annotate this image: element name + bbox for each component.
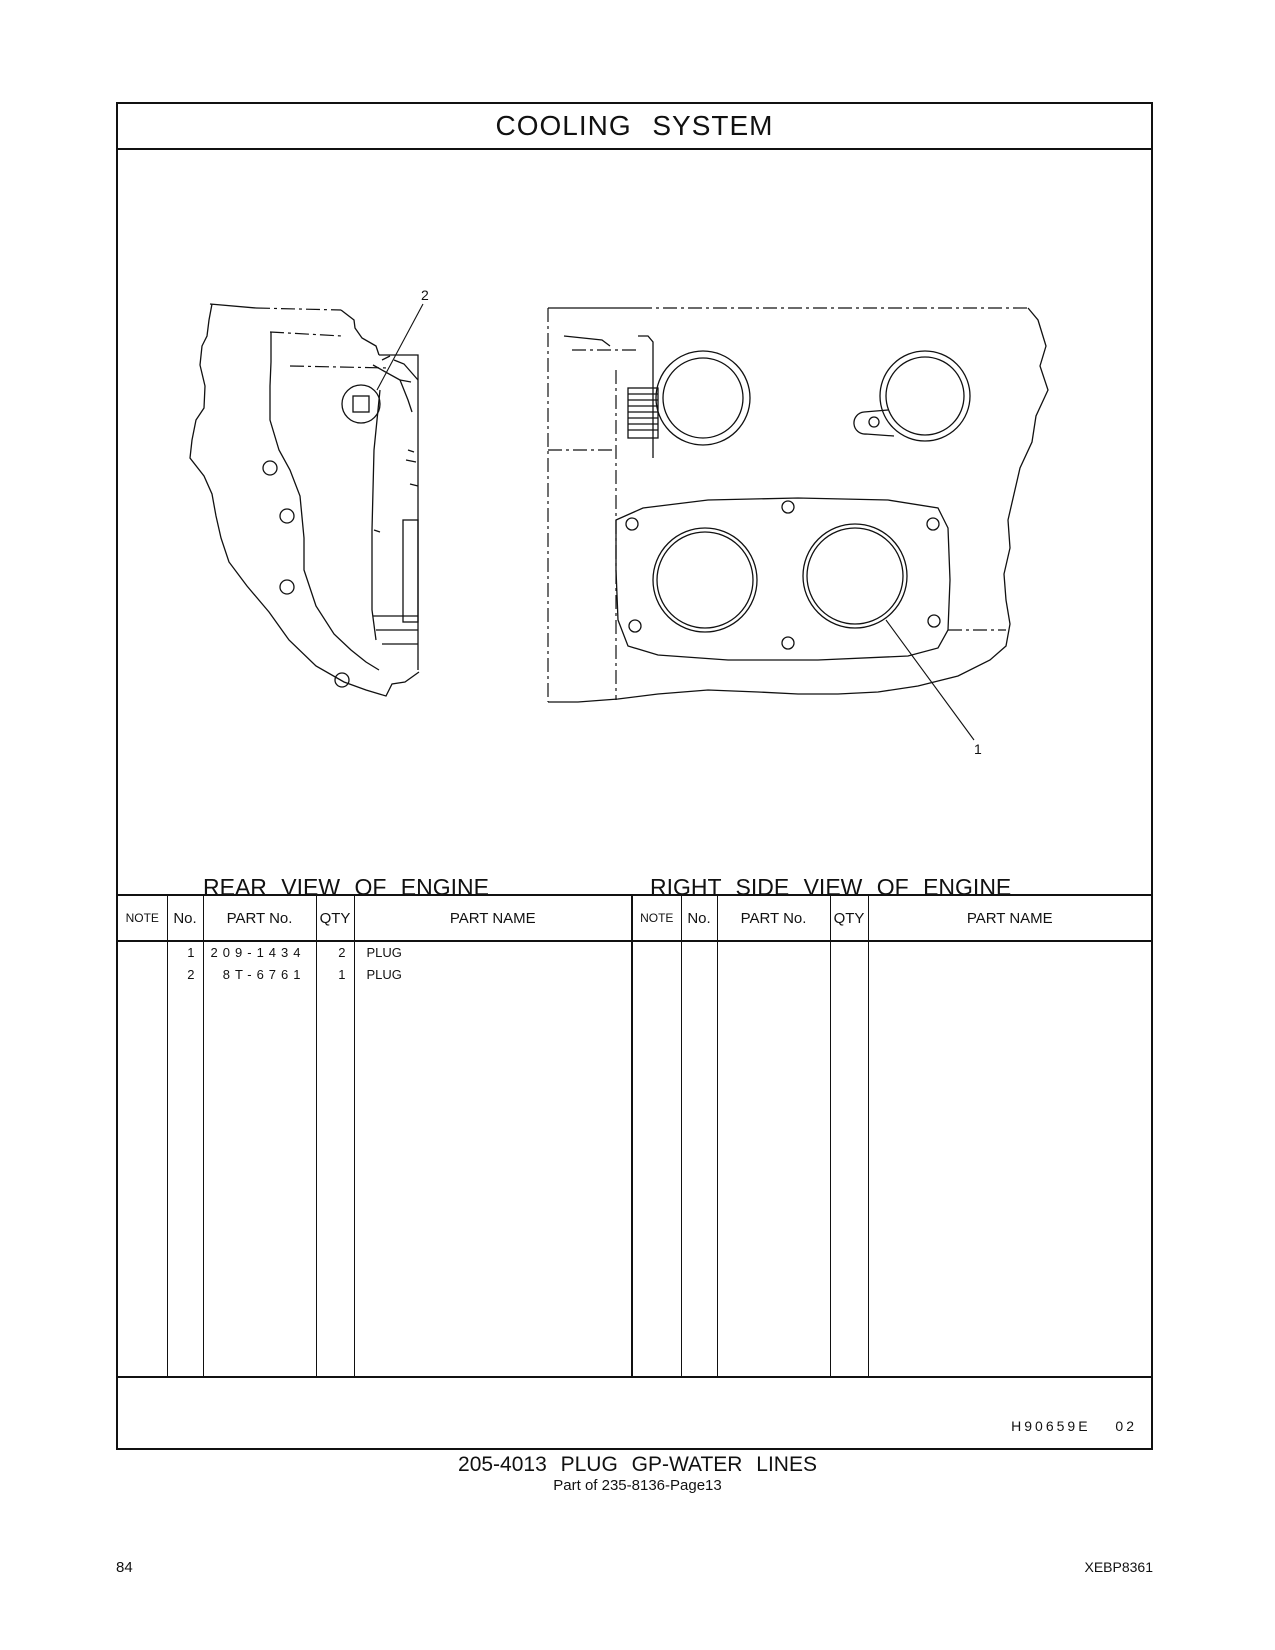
rear-view-drawing (190, 287, 429, 696)
col-part-name-right: PART NAME (868, 895, 1151, 941)
part-name-cell (354, 941, 632, 1377)
rear-view-label: REAR VIEW OF ENGINE (203, 874, 489, 900)
quantity: 2 (338, 945, 346, 960)
col-note-right: NOTE (632, 895, 681, 941)
part-number: 209-1434 (210, 945, 306, 960)
col-part-no: PART No. (203, 895, 316, 941)
callout-2: 2 (421, 287, 429, 303)
part-name-cell-right (868, 941, 1151, 1377)
col-no-right: No. (681, 895, 717, 941)
document-code: XEBP8361 (1084, 1559, 1153, 1575)
item-number-cell (167, 941, 203, 1377)
engine-drawing-svg (118, 150, 1151, 894)
col-part-name: PART NAME (354, 895, 632, 941)
side-view-drawing (548, 308, 1048, 757)
note-cell-right (632, 941, 681, 1377)
col-note: NOTE (118, 895, 167, 941)
part-number-cell (203, 941, 316, 1377)
item-number-cell-right (681, 941, 717, 1377)
quantity-cell (316, 941, 354, 1377)
illustration-reference-code: H90659E 02 (1011, 1418, 1137, 1434)
engine-illustration (118, 150, 1151, 900)
side-view-label: RIGHT SIDE VIEW OF ENGINE (650, 874, 1012, 900)
quantity: 1 (338, 967, 346, 982)
group-subtitle: Part of 235-8136-Page13 (553, 1477, 722, 1494)
table-body-row (118, 941, 1151, 1377)
col-no: No. (167, 895, 203, 941)
col-part-no-right: PART No. (717, 895, 830, 941)
quantity-cell-right (830, 941, 868, 1377)
note-cell (118, 941, 167, 1377)
item-number: 2 (187, 967, 195, 982)
parts-page-frame (116, 102, 1153, 1450)
parts-list-table (118, 894, 1151, 1378)
col-qty-right: QTY (830, 895, 868, 941)
part-name: PLUG (366, 945, 402, 960)
page-number: 84 (116, 1559, 133, 1576)
part-name: PLUG (366, 967, 402, 982)
item-number: 1 (187, 945, 195, 960)
part-number: 8T-6761 (222, 967, 306, 982)
group-title: 205-4013 PLUG GP-WATER LINES (458, 1453, 817, 1476)
table-header-row (118, 895, 1151, 941)
callout-1: 1 (974, 741, 982, 757)
part-number-cell-right (717, 941, 830, 1377)
col-qty: QTY (316, 895, 354, 941)
section-title: COOLING SYSTEM (118, 104, 1151, 150)
